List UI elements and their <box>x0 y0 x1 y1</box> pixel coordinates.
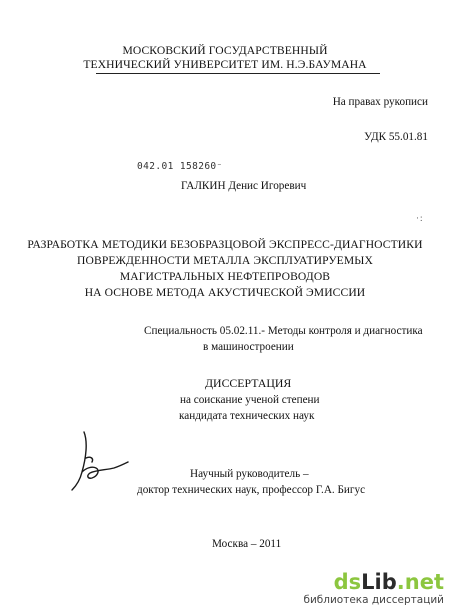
rights-note: На правах рукописи <box>332 96 428 108</box>
library-stamp-number: 042.01 158260⁻ <box>137 161 223 172</box>
title-line-1: РАЗРАБОТКА МЕТОДИКИ БЕЗОБРАЗЦОВОЙ ЭКСПРЕСС-ДИАГНОСТИКИ <box>27 238 423 251</box>
degree-line-2: кандидата технических наук <box>179 410 315 422</box>
dslib-watermark <box>294 571 444 611</box>
advisor-line-1: Научный руководитель – <box>190 468 309 480</box>
title-line-2: ПОВРЕЖДЕННОСТИ МЕТАЛЛА ЭКСПЛУАТИРУЕМЫХ <box>77 254 373 267</box>
degree-line-1: на соискание ученой степени <box>180 394 320 406</box>
title-line-4: НА ОСНОВЕ МЕТОДА АКУСТИЧЕСКОЙ ЭМИССИИ <box>84 286 366 299</box>
university-name-line-2: ТЕХНИЧЕСКИЙ УНИВЕРСИТЕТ ИМ. Н.Э.БАУМАНА <box>83 58 367 71</box>
dslib-subtitle: библиотека диссертаций <box>303 594 444 606</box>
place-year: Москва – 2011 <box>212 538 282 550</box>
title-line-3: МАГИСТРАЛЬНЫХ НЕФТЕПРОВОДОВ <box>119 270 331 283</box>
dissertation-heading: ДИССЕРТАЦИЯ <box>205 376 292 390</box>
udk-code: УДК 55.01.81 <box>364 131 428 143</box>
header-underline <box>96 73 380 74</box>
author-name: ГАЛКИН Денис Игоревич <box>181 180 307 192</box>
scan-artifact-dots: ·: <box>416 213 424 223</box>
specialty-line-1: Специальность 05.02.11.- Методы контроля и диагностика <box>144 325 423 337</box>
advisor-line-2: доктор технических наук, профессор Г.А. Бигус <box>137 484 366 496</box>
specialty-line-2: в машиностроении <box>203 341 294 353</box>
university-name-line-1: МОСКОВСКИЙ ГОСУДАРСТВЕННЫЙ <box>122 44 328 57</box>
handwritten-signature <box>62 428 132 498</box>
dslib-logo: dsLib.net <box>333 570 444 594</box>
